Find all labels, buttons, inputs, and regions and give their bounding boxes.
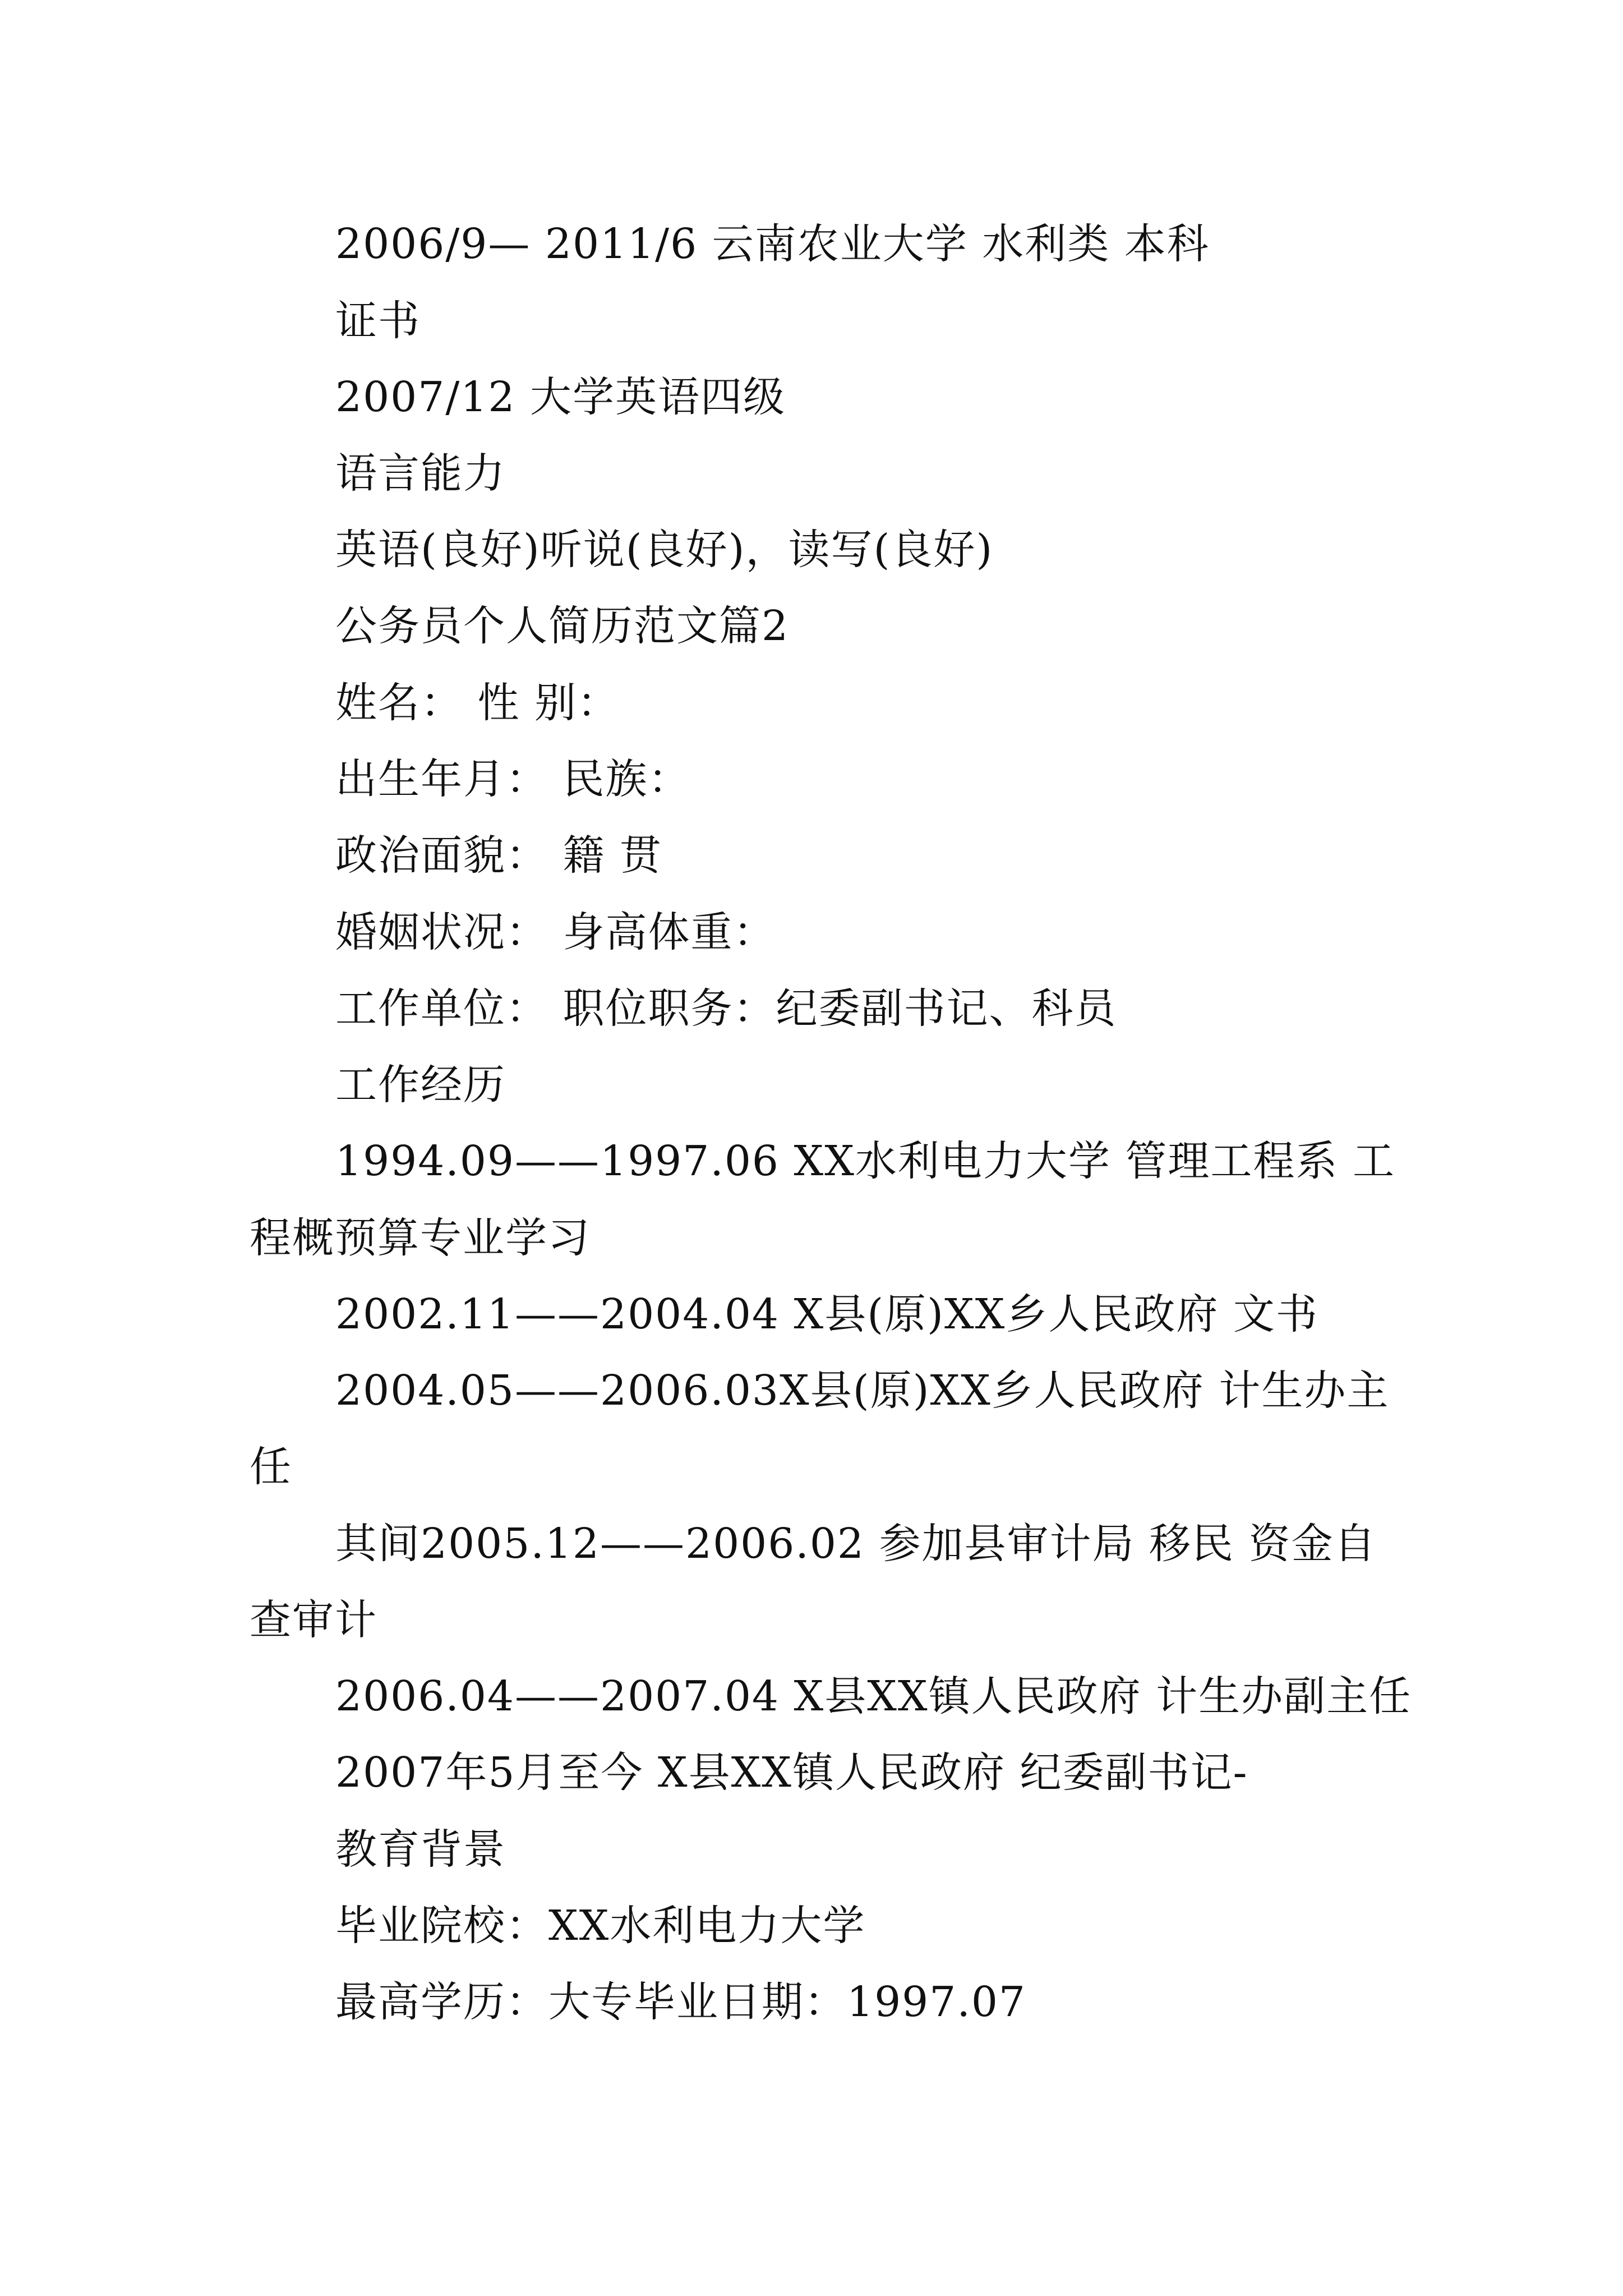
marital-height-line: 婚姻状况： 身高体重： — [335, 908, 776, 956]
politics-hometown-line: 政治面貌： 籍 贯 — [335, 831, 663, 880]
work-entry-5: 2006.04——2007.04 X县XX镇人民政府 计生办副主任 — [335, 1672, 1412, 1720]
work-entry-1: 1994.09——1997.06 XX水利电力大学 管理工程系 工 — [335, 1137, 1395, 1185]
certificate-heading: 证书 — [335, 297, 421, 345]
language-ability-line: 英语(良好)听说(良好)，读写(良好) — [335, 526, 994, 574]
work-entry-1-cont: 程概预算专业学习 — [250, 1214, 591, 1262]
education-period-line: 2006/9— 2011/6 云南农业大学 水利类 本科 — [335, 220, 1210, 268]
work-entry-3: 2004.05——2006.03X县(原)XX乡人民政府 计生办主 — [335, 1366, 1390, 1415]
work-entry-3-cont: 任 — [250, 1443, 292, 1491]
name-gender-line: 姓名： 性 别： — [335, 679, 620, 727]
work-experience-heading: 工作经历 — [335, 1061, 506, 1109]
birth-ethnicity-line: 出生年月： 民族： — [335, 755, 691, 803]
work-entry-6: 2007年5月至今 X县XX镇人民政府 纪委副书记- — [335, 1749, 1248, 1797]
graduate-school-line: 毕业院校：XX水利电力大学 — [335, 1902, 866, 1950]
work-entry-4-cont: 查审计 — [250, 1596, 377, 1644]
language-ability-heading: 语言能力 — [335, 449, 506, 498]
work-entry-4: 其间2005.12——2006.02 参加县审计局 移民 资金自 — [335, 1520, 1377, 1568]
education-background-heading: 教育背景 — [335, 1825, 506, 1874]
workplace-position-line: 工作单位： 职位职务：纪委副书记、科员 — [335, 984, 1117, 1033]
highest-degree-line: 最高学历：大专毕业日期：1997.07 — [335, 1978, 1027, 2026]
work-entry-2: 2002.11——2004.04 X县(原)XX乡人民政府 文书 — [335, 1290, 1318, 1338]
certificate-line: 2007/12 大学英语四级 — [335, 373, 786, 421]
section-title: 公务员个人简历范文篇2 — [335, 602, 790, 650]
